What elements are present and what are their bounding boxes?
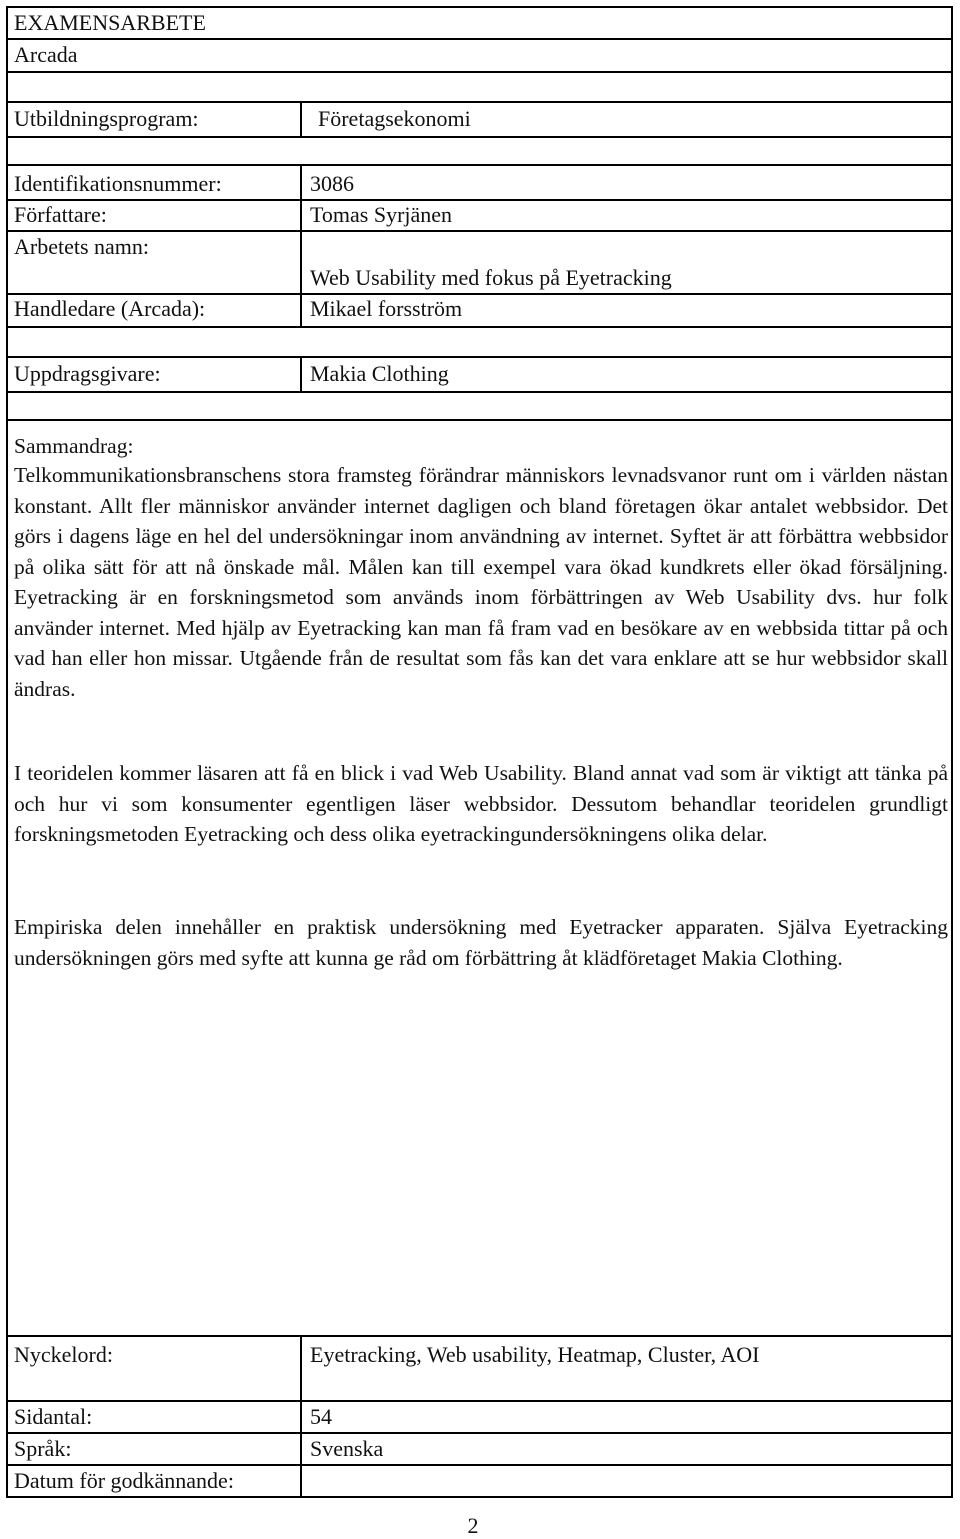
- keywords-value: Eyetracking, Web usability, Heatmap, Cluster, AOI: [310, 1342, 760, 1367]
- summary-label: Sammandrag:: [14, 434, 134, 458]
- row-divider: [6, 391, 953, 393]
- work-title-value: Web Usability med fokus på Eyetracking: [310, 265, 672, 290]
- language-label: Språk:: [14, 1436, 72, 1461]
- row-divider: [6, 293, 953, 295]
- row-divider: [6, 136, 953, 138]
- document-title: EXAMENSARBETE: [14, 10, 206, 35]
- id-value: 3086: [310, 171, 354, 196]
- row-divider: [6, 230, 953, 232]
- id-label: Identifikationsnummer:: [14, 171, 222, 196]
- row-divider: [6, 1400, 953, 1402]
- institution-name: Arcada: [14, 42, 78, 67]
- row-divider: [6, 71, 953, 73]
- row-divider: [6, 1432, 953, 1434]
- commissioner-label: Uppdragsgivare:: [14, 361, 161, 386]
- summary-section: [14, 432, 948, 704]
- summary-paragraph-3: Empiriska delen innehåller en praktisk undersökning med Eyetracker apparaten. Själva Eyetracking undersökningen görs med syfte att kunna ge råd om förbättring åt klädföretaget Makia Clothing.: [14, 915, 948, 970]
- column-divider: [300, 356, 302, 391]
- column-divider: [300, 1335, 302, 1497]
- page-count-value: 54: [310, 1404, 332, 1429]
- column-divider: [300, 101, 302, 136]
- row-divider: [6, 164, 953, 166]
- column-divider: [300, 164, 302, 326]
- supervisor-label: Handledare (Arcada):: [14, 296, 206, 321]
- row-divider: [6, 356, 953, 358]
- program-value: Företagsekonomi: [318, 106, 471, 131]
- program-label: Utbildningsprogram:: [14, 106, 199, 131]
- supervisor-value: Mikael forsström: [310, 296, 463, 321]
- row-divider: [6, 1335, 953, 1337]
- author-label: Författare:: [14, 202, 107, 227]
- language-value: Svenska: [310, 1436, 384, 1461]
- row-divider: [6, 199, 953, 201]
- row-divider: [6, 1464, 953, 1466]
- row-divider: [6, 38, 953, 40]
- page-count-label: Sidantal:: [14, 1404, 93, 1429]
- author-value: Tomas Syrjänen: [310, 202, 453, 227]
- page-number: 2: [467, 1513, 479, 1538]
- summary-paragraph-1: Telkommunikationsbranschens stora framsteg förändrar människors levnadsvanor runt om i världen nästan konstant. Allt fler människor använder internet dagligen och bland företagen ökar antalet webbsidor. Det görs i dagens läge en hel del undersökningar inom användning av internet. Syftet är att förbättra webbsidor på olika sätt för att nå önskade mål. Målen kan till exempel vara ökad kundkrets eller ökad försäljning. Eyetracking är en forskningsmetod som används inom förbättringen av Web Usability dvs. hur folk använder internet. Med hjälp av Eyetracking kan man få fram vad en besökare av en webbsida tittar på och vad han eller hon missar. Utgående från de resultat som fås kan det vara enklare att se hur webbsidor skall ändras.: [14, 463, 948, 701]
- row-divider: [6, 326, 953, 328]
- summary-paragraph-2: I teoridelen kommer läsaren att få en blick i vad Web Usability. Bland annat vad som är viktigt att tänka på och hur vi som konsumenter egentligen läser webbsidor. Dessutom behandlar teoridelen grundligt forskningsmetoden Eyetracking och dess olika eyetrackingundersökningens olika delar.: [14, 761, 948, 846]
- row-divider: [6, 419, 953, 421]
- work-title-label: Arbetets namn:: [14, 234, 150, 259]
- keywords-label: Nyckelord:: [14, 1342, 113, 1367]
- row-divider: [6, 101, 953, 103]
- commissioner-value: Makia Clothing: [310, 361, 449, 386]
- approval-date-label: Datum för godkännande:: [14, 1468, 234, 1493]
